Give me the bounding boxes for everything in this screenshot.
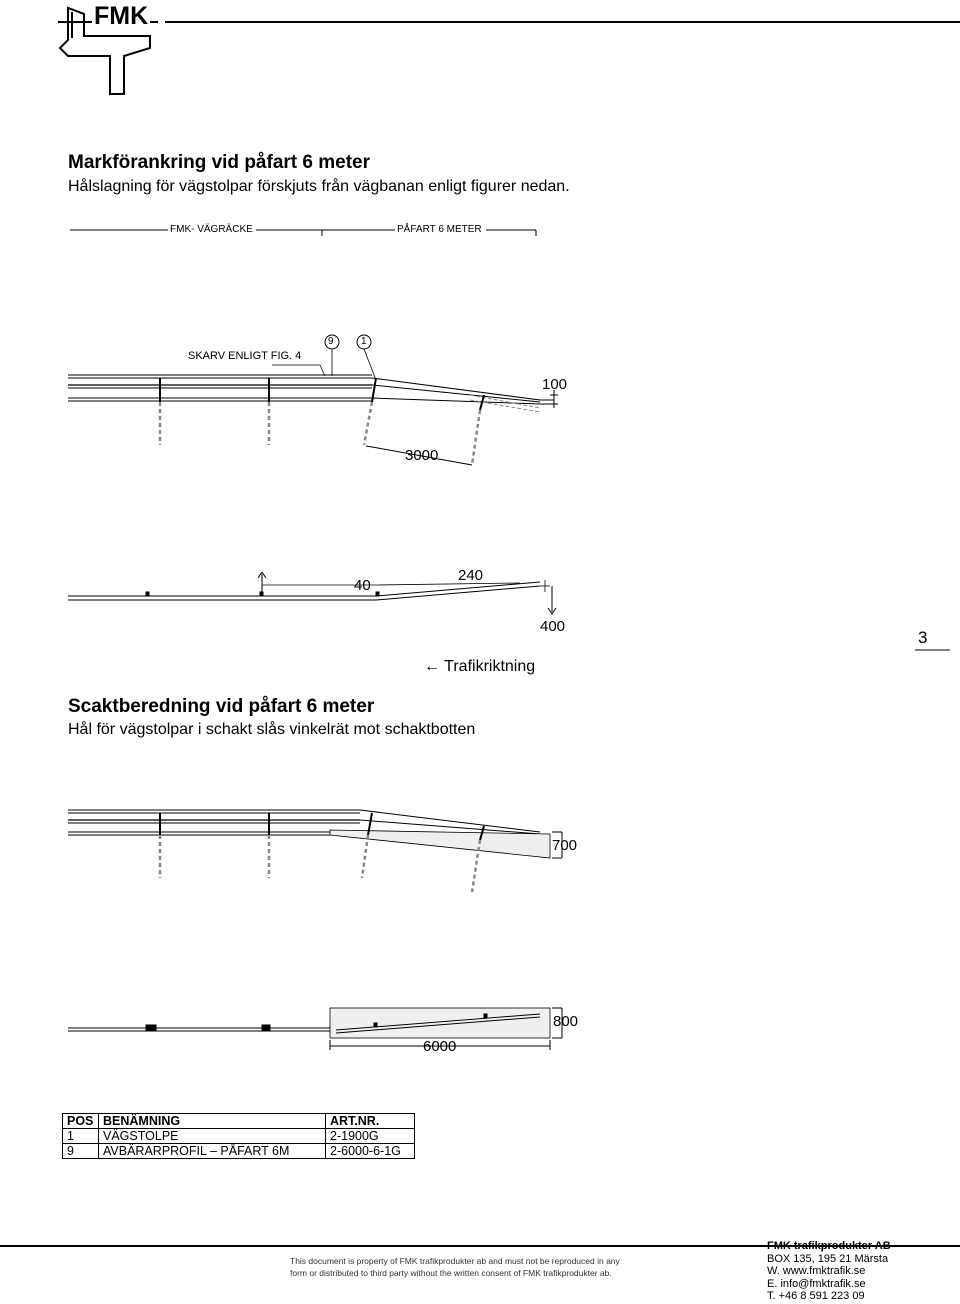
dim-400: 400	[540, 618, 566, 635]
joint-label: SKARV ENLIGT FIG. 4	[188, 350, 302, 362]
parts-table	[62, 1113, 415, 1159]
logo-text: FMK	[94, 2, 149, 30]
traffic-direction: ← Trafikriktning	[424, 658, 536, 675]
cell-artnr: 2-1900G	[326, 1129, 415, 1144]
plan-view-2	[68, 1008, 562, 1050]
page-number: 3	[918, 628, 928, 647]
company-phone: T. +46 8 591 223 09	[767, 1290, 865, 1302]
section2-title: Scaktberedning vid påfart 6 meter	[68, 696, 375, 717]
company-block	[767, 1240, 891, 1303]
disclaimer-line-1: This document is property of FMK trafikprodukter ab and must not be reproduced in any	[290, 1256, 620, 1266]
dim-6000: 6000	[423, 1038, 457, 1055]
company-web-link[interactable]: W. www.fmktrafik.se	[767, 1265, 866, 1277]
elevation-view-2	[68, 810, 562, 892]
company-email-link[interactable]: E. info@fmktrafik.se	[767, 1277, 866, 1290]
dim-240: 240	[458, 567, 484, 584]
section1-title: Markförankring vid påfart 6 meter	[68, 152, 370, 173]
label-pafart-6-meter: PÅFART 6 METER	[397, 224, 482, 235]
table-row	[63, 1129, 415, 1144]
table-row	[63, 1144, 415, 1159]
label-fmk-vagracke: FMK- VÄGRÄCKE	[170, 224, 253, 235]
callout-9: 9	[328, 336, 334, 347]
cell-benamning: VÄGSTOLPE	[99, 1129, 326, 1144]
company-name: FMK trafikprodukter AB	[767, 1240, 891, 1252]
disclaimer-line-2: form or distributed to third party without the written consent of FMK trafikprodukter ab.	[290, 1268, 612, 1278]
dim-100: 100	[542, 376, 568, 393]
cell-artnr: 2-6000-6-1G	[326, 1144, 415, 1159]
callout-1: 1	[361, 336, 367, 347]
dim-700: 700	[552, 837, 578, 854]
parts-table-wrap	[62, 1113, 415, 1159]
section1-subtitle: Hålslagning för vägstolpar förskjuts från vägbanan enligt figurer nedan.	[68, 178, 570, 195]
col-pos: POS	[63, 1114, 99, 1129]
cell-pos: 1	[63, 1129, 99, 1144]
col-artnr: ART.NR.	[326, 1114, 415, 1129]
cell-benamning: AVBÄRARPROFIL – PÅFART 6M	[99, 1144, 326, 1159]
cell-pos: 9	[63, 1144, 99, 1159]
col-benamning: BENÄMNING	[99, 1114, 326, 1129]
dim-40: 40	[354, 577, 371, 594]
company-address: BOX 135, 195 21 Märsta	[767, 1252, 889, 1265]
table-header-row	[63, 1114, 415, 1129]
disclaimer	[290, 1255, 620, 1279]
dim-3000: 3000	[405, 447, 439, 464]
elevation-view-1	[68, 335, 558, 465]
section2-subtitle: Hål för vägstolpar i schakt slås vinkelrät mot schaktbotten	[68, 721, 476, 738]
dim-800: 800	[553, 1013, 579, 1030]
